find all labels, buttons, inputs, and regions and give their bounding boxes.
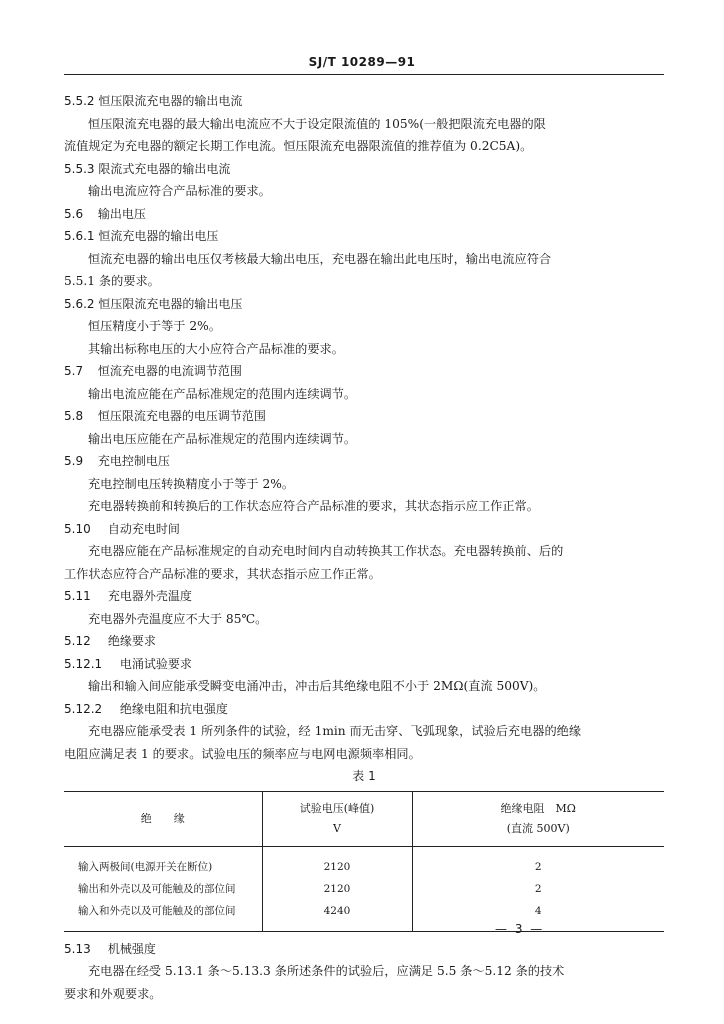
paragraph-line: 充电器转换前和转换后的工作状态应符合产品标准的要求，其状态指示应工作正常。 xyxy=(88,499,539,513)
table-header-row xyxy=(64,791,664,846)
section-number: 5.13 xyxy=(64,941,91,956)
section-number: 5.6 xyxy=(64,206,84,221)
section-heading-5-13 xyxy=(64,938,664,961)
section-number: 5.6.1 xyxy=(64,229,95,243)
insulation-table xyxy=(64,791,664,932)
cell-voltage: 2120 xyxy=(262,878,412,900)
paragraph-line: 电阻应满足表 1 的要求。试验电压的频率应与电网电源频率相同。 xyxy=(64,746,421,761)
section-number: 5.12 xyxy=(64,634,91,648)
cell-voltage: 4240 xyxy=(262,900,412,932)
section-title: 恒压限流充电器的输出电流 xyxy=(98,94,243,108)
section-heading-5-8 xyxy=(64,405,664,428)
paragraph-line: 流值规定为充电器的额定长期工作电流。恒压限流充电器限流值的推荐值为 0.2C5A)。 xyxy=(64,139,533,153)
section-heading-5-10 xyxy=(64,518,664,541)
section-number: 5.12.2 xyxy=(64,701,103,716)
cell-resistance: 2 xyxy=(412,878,664,900)
section-heading-5-9 xyxy=(64,450,664,473)
section-title: 绝缘要求 xyxy=(107,634,156,648)
paragraph-line: 恒压限流充电器的最大输出电流应不大于设定限流值的 105%(一般把限流充电器的限 xyxy=(88,116,546,131)
cell-insulation: 输入两极间(电源开关在断位) xyxy=(78,860,213,873)
header-insulation-resistance xyxy=(412,791,664,846)
section-title: 充电控制电压 xyxy=(97,454,170,468)
paragraph-line: 其输出标称电压的大小应符合产品标准的要求。 xyxy=(88,341,344,356)
header-text: 绝 缘 xyxy=(140,811,185,825)
cell-insulation: 输入和外壳以及可能触及的部位间 xyxy=(78,904,236,917)
section-title: 限流式充电器的输出电流 xyxy=(98,161,231,176)
paragraph-line: 5.5.1 条的要求。 xyxy=(64,274,160,288)
header-test-voltage xyxy=(262,791,412,846)
section-title: 恒流充电器的电流调节范围 xyxy=(97,364,242,378)
section-number: 5.10 xyxy=(64,521,91,536)
section-number: 5.5.3 xyxy=(64,161,95,176)
header-text: 绝缘电阻 MΩ xyxy=(500,801,576,815)
paragraph-line: 恒压精度小于等于 2%。 xyxy=(88,319,221,333)
section-heading-5-12-1 xyxy=(64,653,664,676)
section-heading-5-7 xyxy=(64,360,664,383)
section-heading-5-6 xyxy=(64,203,664,226)
section-number: 5.5.2 xyxy=(64,94,95,108)
paragraph-line: 输出电压应能在产品标准规定的范围内连续调节。 xyxy=(88,431,357,446)
header-unit: (直流 500V) xyxy=(506,821,570,835)
table-row xyxy=(64,900,664,932)
section-title: 恒压限流充电器的输出电压 xyxy=(98,296,243,311)
paragraph-line: 充电器应能承受表 1 所列条件的试验，经 1min 而无击穿、飞弧现象，试验后充电器的绝缘 xyxy=(88,724,582,738)
section-number: 5.11 xyxy=(64,589,91,603)
paragraph-line: 输出电流应符合产品标准的要求。 xyxy=(88,184,271,198)
section-heading-5-12-2 xyxy=(64,698,664,721)
cell-resistance: 4 xyxy=(412,900,664,932)
document-body xyxy=(64,90,664,1005)
paragraph-line: 工作状态应符合产品标准的要求，其状态指示应工作正常。 xyxy=(64,566,381,581)
paragraph-line: 要求和外观要求。 xyxy=(64,986,162,1001)
section-heading-5-11 xyxy=(64,585,664,608)
cell-resistance: 2 xyxy=(412,846,664,878)
cell-insulation: 输出和外壳以及可能触及的部位间 xyxy=(78,882,236,895)
section-number: 5.12.1 xyxy=(64,656,103,671)
cell-voltage: 2120 xyxy=(262,846,412,878)
section-heading-5-12 xyxy=(64,630,664,653)
section-title: 恒压限流充电器的电压调节范围 xyxy=(97,409,266,423)
header-unit: V xyxy=(333,821,341,835)
page-number: — 3 — xyxy=(495,922,545,936)
paragraph-line: 充电器在经受 5.13.1 条～5.13.3 条所述条件的试验后，应满足 5.5 条～5.12 条的技术 xyxy=(88,964,565,978)
section-number: 5.9 xyxy=(64,454,84,468)
section-heading-5-6-1 xyxy=(64,225,664,248)
section-title: 电涌试验要求 xyxy=(119,656,192,671)
paragraph-line: 输出电流应能在产品标准规定的范围内连续调节。 xyxy=(88,386,357,401)
header-insulation xyxy=(64,791,262,846)
table-row xyxy=(64,878,664,900)
paragraph-line: 充电控制电压转换精度小于等于 2%。 xyxy=(88,476,295,491)
section-title: 机械强度 xyxy=(107,941,156,956)
section-heading-5-5-2 xyxy=(64,90,664,113)
section-title: 输出电压 xyxy=(97,206,146,221)
section-heading-5-5-3 xyxy=(64,158,664,181)
table-caption: 表 1 xyxy=(352,769,376,783)
header-text: 试验电压(峰值) xyxy=(299,801,375,815)
section-title: 充电器外壳温度 xyxy=(107,589,192,603)
section-number: 5.6.2 xyxy=(64,296,95,311)
section-number: 5.7 xyxy=(64,364,84,378)
standard-code-header: SJ/T 10289—91 xyxy=(308,55,416,69)
paragraph-line: 恒流充电器的输出电压仅考核最大输出电压，充电器在输出此电压时，输出电流应符合 xyxy=(88,251,552,266)
section-title: 绝缘电阻和抗电强度 xyxy=(119,701,228,716)
section-title: 恒流充电器的输出电压 xyxy=(98,229,219,243)
paragraph-line: 输出和输入间应能承受瞬变电涌冲击，冲击后其绝缘电阻不小于 2MΩ(直流 500V)。 xyxy=(88,679,546,693)
section-title: 自动充电时间 xyxy=(107,521,180,536)
section-heading-5-6-2 xyxy=(64,293,664,316)
paragraph-line: 充电器外壳温度应不大于 85℃。 xyxy=(88,611,268,626)
header-rule xyxy=(64,74,664,75)
section-number: 5.8 xyxy=(64,409,84,423)
paragraph-line: 充电器应能在产品标准规定的自动充电时间内自动转换其工作状态。充电器转换前、后的 xyxy=(88,544,564,558)
table-row xyxy=(64,846,664,878)
